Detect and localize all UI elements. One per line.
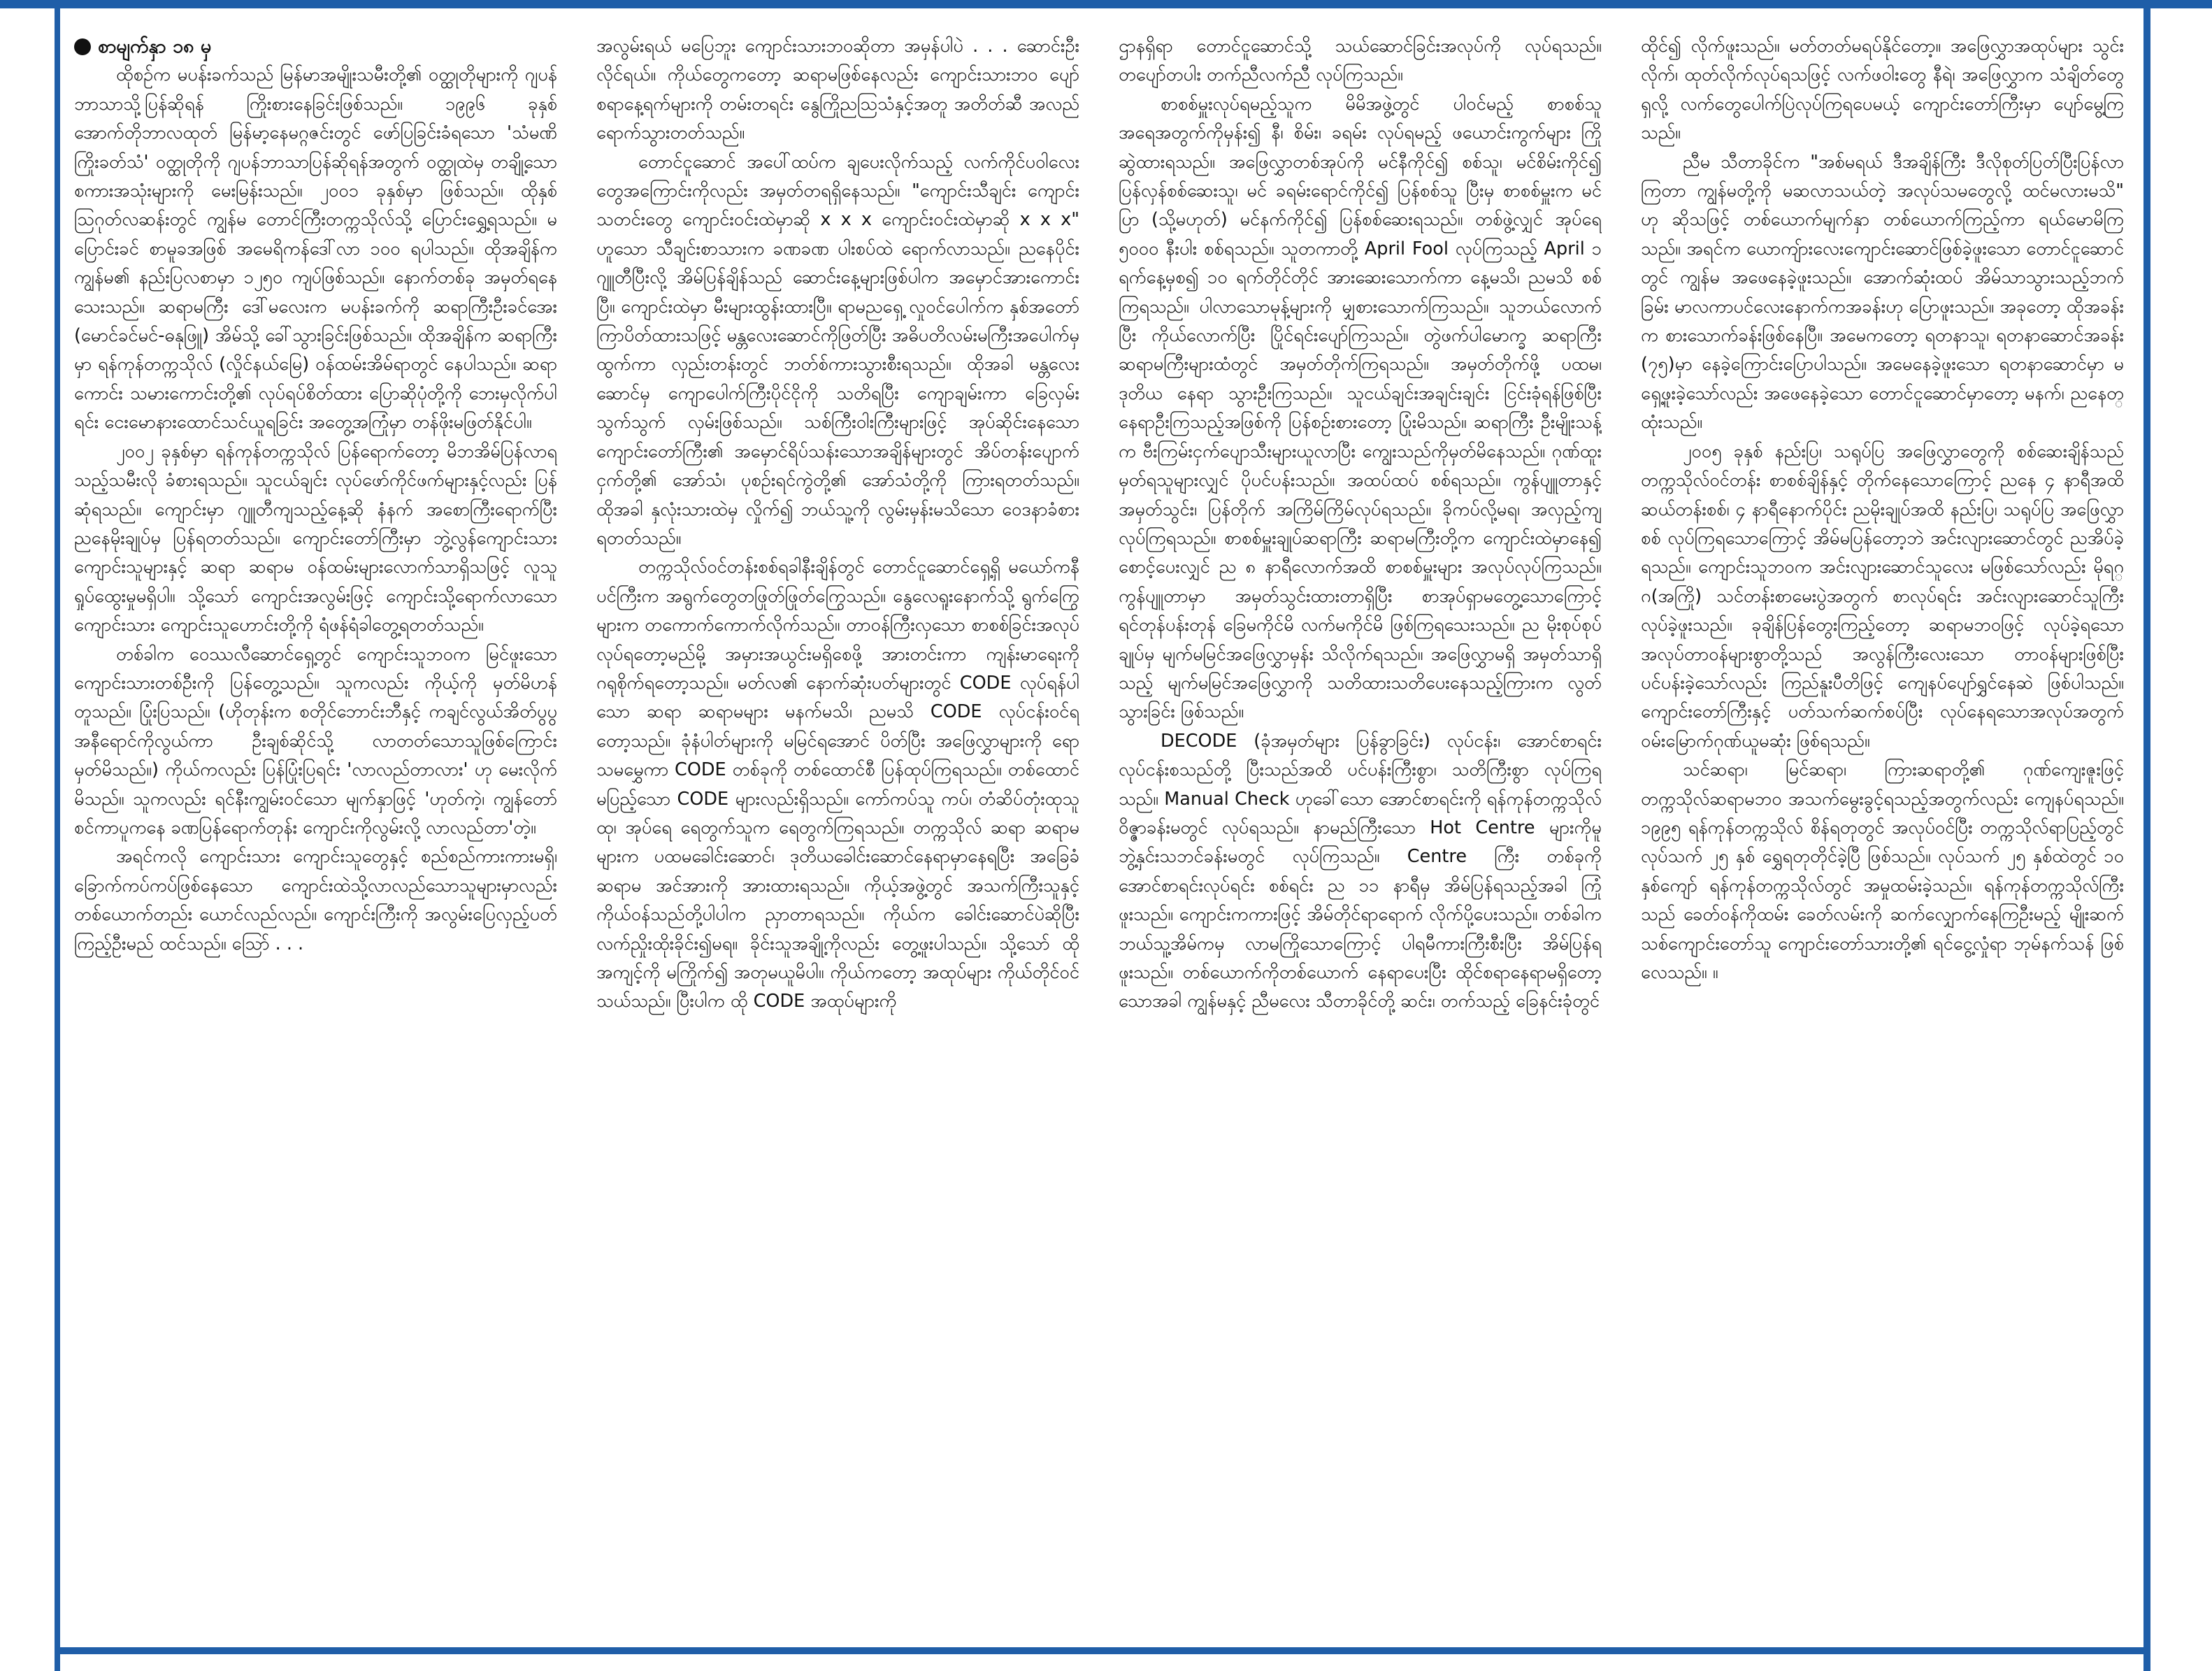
paragraph: ၂၀၀၅ ခုနှစ် နည်းပြ၊ သရုပ်ပြ အဖြေလွှာတွေကို စစ်ဆေးချိန်သည် တက္ကသိုလ်ဝင်တန်း စာစစ်ချိန်နှင့် တိုက်နေသောကြောင့် ညနေ ၄ နာရီအထိ ဆယ်တန်းစစ်၊ ၄ နာရီနောက်ပိုင်း ညမိုးချုပ်အထိ နည်းပြ၊ သရုပ်ပြ အဖြေလွှာစစ် လုပ်ကြရသောကြောင့် အိမ်မပြန်တော့ဘဲ အင်းလျားဆောင်တွင် ညအိပ်ခဲ့ရသည်။ ကျောင်းသူဘဝက အင်းလျားဆောင်သူလေး မဖြစ်သော်လည်း မိုရဂ္ဂ(အကြို) သင်တန်းစာမေးပွဲအတွက် စာလုပ်ရင်း အင်းလျားဆောင်သူကြီး လုပ်ခဲ့ဖူးသည်။ ခုချိန်ပြန်တွေးကြည့်တော့ ဆရာမဘဝဖြင့် လုပ်ခဲ့ရသော အလုပ်တာဝန်များစွာတို့သည် အလွန်ကြီးလေးသော တာဝန်များဖြစ်ပြီး ပင်ပန်းခဲ့သော်လည်း ကြည်နူးပီတိဖြင့် ကျေနပ်ပျော်ရွှင်နေဆဲ ဖြစ်ပါသည်။ ကျောင်းတော်ကြီးနှင့် ပတ်သက်ဆက်စပ်ပြီး လုပ်နေရသောအလုပ်အတွက် ဝမ်းမြောက်ဂုဏ်ယူမဆုံး ဖြစ်ရသည်။ [1641,440,2124,752]
paragraph: ဌာနရှိရာ တောင်ငူဆောင်သို့ သယ်ဆောင်ခြင်းအလုပ်ကို လုပ်ရသည်။ တပျော်တပါး တက်ညီလက်ညီ လုပ်ကြသည်။ [1119,36,1602,86]
frame-bottom-border [55,1647,2150,1654]
frame-left-border [55,0,60,1671]
paragraph: သင်ဆရာ၊ မြင်ဆရာ၊ ကြားဆရာတို့၏ ဂုဏ်ကျေးဇူးဖြင့် တက္ကသိုလ်ဆရာမဘဝ အသက်မွေးခွင့်ရသည့်အတွက်လည်း ကျေနပ်ရသည်။ ၁၉၉၅ ရန်ကုန်တက္ကသိုလ် စိန်ရတုတွင် အလုပ်ဝင်ပြီး တက္ကသိုလ်ရာပြည့်တွင် လုပ်သက် ၂၅ နှစ် ရွှေရတုတိုင်ခဲ့ပြီ ဖြစ်သည်။ လုပ်သက် ၂၅ နှစ်ထဲတွင် ၁၀ နှစ်ကျော် ရန်ကုန်တက္ကသိုလ်တွင် အမှုထမ်းခဲ့သည်။ ရန်ကုန်တက္ကသိုလ်ကြီးသည် ခေတ်ဝန်ကိုထမ်း ခေတ်လမ်းကို ဆက်လျှောက်နေကြဦးမည့် မျိုးဆက်သစ်ကျောင်းတော်သူ ကျောင်းတော်သားတို့၏ ရင်ငွေ့လှုံရာ ဘုမ်နက်သန် ဖြစ်လေသည်။ ။ [1641,759,2124,983]
paragraph: ထိုစဥ်က မပန်းခက်သည် မြန်မာအမျိုးသမီးတို့၏ ဝတ္ထုတိုများကို ဂျပန်ဘာသာသို့ပြန်ဆိုရန် ကြိုးစားနေခြင်းဖြစ်သည်။ ၁၉၉၆ ခုနှစ် အောက်တိုဘာလထုတ် မြန်မာ့နေမဂ္ဂဇင်းတွင် ဖော်ပြခြင်းခံရသော 'သံမဏိကြိုးခတ်သံ' ဝတ္ထုတိုကို ဂျပန်ဘာသာပြန်ဆိုရန်အတွက် ဝတ္ထုထဲမှ တချို့သောစကားအသုံးများကို မေးမြန်းသည်။ ၂၀၀၁ ခုနှစ်မှာ ဖြစ်သည်။ ထိုနှစ် ဩဂုတ်လဆန်းတွင် ကျွန်မ တောင်ကြီးတက္ကသိုလ်သို့ ပြောင်းရွှေ့ရသည်။ မပြောင်းခင် စာမူခအဖြစ် အမေရိကန်ဒေါ်လာ ၁၀၀ ရပါသည်။ ထိုအချိန်က ကျွန်မ၏ နည်းပြလစာမှာ ၁၂၅၀ ကျပ်ဖြစ်သည်။ နောက်တစ်ခု အမှတ်ရနေသေးသည်။ ဆရာမကြီး ဒေါ်မလေးက မပန်းခက်ကို ဆရာကြီးဦးခင်အေး (မောင်ခင်မင်-ဓနုဖြူ) အိမ်သို့ ခေါ်သွားခြင်းဖြစ်သည်။ ထိုအချိန်က ဆရာကြီးမှာ ရန်ကုန်တက္ကသိုလ် (လှိုင်နယ်မြေ) ဝန်ထမ်းအိမ်ရာတွင် နေပါသည်။ ဆရာကောင်း သမားကောင်းတို့၏ လုပ်ရပ်စိတ်ထား ပြောဆိုပုံတို့ကို ဘေးမှလိုက်ပါရင်း ငေးမောနားထောင်သင်ယူရခြင်း အတွေ့အကြုံမှာ တန်ဖိုးမဖြတ်နိုင်ပါ။ [74,64,557,433]
column-1 [74,32,557,1633]
continuation-header [74,32,557,61]
paragraph: စာစစ်မှူးလုပ်ရမည့်သူက မိမိအဖွဲ့တွင် ပါဝင်မည့် စာစစ်သူအရေအတွက်ကိုမှန်း၍ နီ၊ စိမ်း၊ ခရမ်း လုပ်ရမည့် ဖယောင်းကွက်များ ကြိုဆွဲထားရသည်။ အဖြေလွှာတစ်အုပ်ကို မင်နီကိုင်၍ စစ်သူ၊ မင်စိမ်းကိုင်၍ ပြန်လှန်စစ်ဆေးသူ၊ မင် ခရမ်းရောင်ကိုင်၍ ပြန်စစ်သူ ပြီးမှ စာစစ်မှူးက မင်ပြာ (သို့မဟုတ်) မင်နက်ကိုင်၍ ပြန်စစ်ဆေးရသည်။ တစ်ဖွဲ့လျှင် အုပ်ရေ ၅၀၀၀ နီးပါး စစ်ရသည်။ သူတကာတို့ April Fool လုပ်ကြသည့် April ၁ ရက်နေ့မှစ၍ ၁၀ ရက်တိုင်တိုင် အားဆေးသောက်ကာ နေ့မသိ၊ ညမသိ စစ်ကြရသည်။ ပါလာသောမုန့်များကို မျှစားသောက်ကြသည်။ သူဘယ်လောက်ပြီး ကိုယ်လောက်ပြီး ပြိုင်ရင်းပျော်ကြသည်။ တွဲဖက်ပါမောက္ခ ဆရာကြီး ဆရာမကြီးများထံတွင် အမှတ်တိုက်ကြရသည်။ အမှတ်တိုက်ဖို့ ပထမ၊ ဒုတိယ နေရာ သွားဦးကြသည်။ သူငယ်ချင်းအချင်းချင်း ငြင်းခုံရန်ဖြစ်ပြီး နေရာဦးကြသည့်အဖြစ်ကို ပြန်စဉ်းစားတော့ ပြုံးမိသည်။ ဆရာကြီး ဦးမျိုးသန့်က ဗီးကြမ်းငှက်ပျောသီးများယူလာပြီး ကျွေးသည်ကိုမှတ်မိနေသည်။ ဂုဏ်ထူးမှတ်ရသူများလျှင် ပိုပင်ပန်းသည်။ အထပ်ထပ် စစ်ရသည်။ ကွန်ပျူတာနှင့် အမှတ်သွင်း၊ ပြန်တိုက် အကြိမ်ကြိမ်လုပ်ရသည်။ ခိုကပ်လို့မရ၊ အလှည့်ကျလုပ်ကြရသည်။ စာစစ်မှူးချုပ်ဆရာကြီး ဆရာမကြီးတို့က ကျောင်းထဲမှာနေ၍ စောင့်ပေးလျှင် ည ၈ နာရီလောက်အထိ စာစစ်မှူးများ အလုပ်လုပ်ကြသည်။ ကွန်ပျူတာမှာ အမှတ်သွင်းထားတာရှိပြီး စာအုပ်ရှာမတွေ့သောကြောင့် ရင်တုန်ပန်းတုန် ခြေမကိုင်မိ လက်မကိုင်မိ ဖြစ်ကြရသေးသည်။ ည မိုးစုပ်စုပ်ချုပ်မှ မျက်မမြင်အဖြေလွှာမှန်း သိလိုက်ရသည်။ အဖြေလွှာမရှိ အမှတ်သာရှိသည့် မျက်မမြင်အဖြေလွှာကို သတိထားသတိပေးနေသည့်ကြားက လွတ်သွားခြင်း ဖြစ်သည်။ [1119,93,1602,723]
paragraph: အရင်ကလို ကျောင်းသား ကျောင်းသူတွေနှင့် စည်စည်ကားကားမရှိ၊ ခြောက်ကပ်ကပ်ဖြစ်နေသော ကျောင်းထဲသို့လာလည်သောသူများမှာလည်း တစ်ယောက်တည်း ယောင်လည်လည်။ ကျောင်းကြီးကို အလွမ်းပြေလှည့်ပတ်ကြည့်ဦးမည် ထင်သည်။ သြော် . . . [74,846,557,954]
paragraph: ထိုင်၍ လိုက်ဖူးသည်။ မတ်တတ်မရပ်နိုင်တော့။ အဖြေလွှာအထုပ်များ သွင်းလိုက်၊ ထုတ်လိုက်လုပ်ရသဖြင့် လက်ဖဝါးတွေ နီရဲ၊ အဖြေလွှာက သံချိတ်တွေရှလို့ လက်တွေပေါက်ပြဲလုပ်ကြရပေမယ့် ကျောင်းတော်ကြီးမှာ ပျော်မွေ့ကြသည်။ [1641,36,2124,144]
frame-right-border [2143,0,2150,1671]
paragraph: တောင်ငူဆောင် အပေါ်ထပ်က ချပေးလိုက်သည့် လက်ကိုင်ပဝါလေးတွေအကြောင်းကိုလည်း အမှတ်တရရှိနေသည်။ "ကျောင်းသီချင်း ကျောင်းသတင်းတွေ ကျောင်းဝင်းထဲမှာဆို x x x ကျောင်းဝင်းထဲမှာဆို x x x" ဟူသော သီချင်းစာသားက ခဏခဏ ပါးစပ်ထဲ ရောက်လာသည်။ ညနေပိုင်း ဂျူတီပြီးလို့ အိမ်ပြန်ချိန်သည် ဆောင်းနေ့များဖြစ်ပါက အမှောင်အားကောင်းပြီ။ ကျောင်းထဲမှာ မီးများထွန်းထားပြီ။ ရာမညရှေ့ လှုဝင်ပေါက်က နှစ်အတော်ကြာပိတ်ထားသဖြင့် မန္တလေးဆောင်ကိုဖြတ်ပြီး အဓိပတိလမ်းမကြီးအပေါက်မှထွက်ကာ လှည်းတန်းတွင် ဘတ်စ်ကားသွားစီးရသည်။ ထိုအခါ မန္တလေးဆောင်မှ ကျောပေါက်ကြီးပိုင်ငိုကို သတိရပြီး ကျောချမ်းကာ ခြေလှမ်းသွက်သွက် လှမ်းဖြစ်သည်။ သစ်ကြီးဝါးကြီးများဖြင့် အုပ်ဆိုင်းနေသော ကျောင်းတော်ကြီး၏ အမှောင်ရိပ်သန်းသောအချိန်များတွင် အိပ်တန်းပျောက် ငှက်တို့၏ အော်သံ၊ ပုစဥ်းရင်ကွဲတို့၏ အော်သံတို့ကို ကြားရတတ်သည်။ ထိုအခါ နှလုံးသားထဲမှ လှိုက်၍ ဘယ်သူ့ကို လွမ်းမှန်းမသိသော ဝေဒနာခံစားရတတ်သည်။ [596,151,1079,549]
paragraph: ညီမ သီတာခိုင်က "အစ်မရယ် ဒီအချိန်ကြီး ဒီလိုစုတ်ပြတ်ပြီးပြန်လာကြတာ ကျွန်မတို့ကို မဆလာသယ်တဲ့ အလုပ်သမတွေလို့ ထင်မလားမသိ" ဟု ဆိုသဖြင့် တစ်ယောက်မျက်နှာ တစ်ယောက်ကြည့်ကာ ရယ်မောမိကြသည်။ အရင်က ယောကျ်ားလေးကျောင်းဆောင်ဖြစ်ခဲ့ဖူးသော တောင်ငူဆောင်တွင် ကျွန်မ အဖေနေခဲ့ဖူးသည်။ အောက်ဆုံးထပ် အိမ်သာသွားသည့်ဘက်ခြမ်း မာလကာပင်လေးနောက်ကအခန်းဟု ပြောဖူးသည်။ အခုတော့ ထိုအခန်းက စားသောက်ခန်းဖြစ်နေပြီ။ အမေကတော့ ရတနာသူ၊ ရတနာဆောင်အခန်း (၇၅)မှာ နေခဲ့ကြောင်းပြောပါသည်။ အမေနေခဲ့ဖူးသော ရတနာဆောင်မှာ မရှေ့ဖူးခဲ့သော်လည်း အဖေနေခဲ့သော တောင်ငူဆောင်မှာတော့ မနက်၊ ညနေတ္ထုံးသည်။ [1641,151,2124,433]
continuation-label: စာမျက်နှာ ၁၈ မှ [98,36,212,57]
column-2 [596,32,1079,1633]
paragraph: ၂၀၀၂ ခုနှစ်မှာ ရန်ကုန်တက္ကသိုလ် ပြန်ရောက်တော့ မိဘအိမ်ပြန်လာရသည့်သမီးလို ခံစားရသည်။ သူငယ်ချင်း လုပ်ဖော်ကိုင်ဖက်များနှင့်လည်း ပြန်ဆုံရသည်။ ကျောင်းမှာ ဂျူတီကျသည့်နေ့ဆို နံနက် အစောကြီးရောက်ပြီး ညနေမိုးချုပ်မှ ပြန်ရတတ်သည်။ ကျောင်းတော်ကြီးမှာ ဘွဲ့လွန်ကျောင်းသား ကျောင်းသူများနှင့် ဆရာ ဆရာမ ဝန်ထမ်းများလောက်သာရှိသဖြင့် လူသူရှုပ်ထွေးမှုမရှိပါ။ သို့သော် ကျောင်းအလွမ်းဖြင့် ကျောင်းသို့ရောက်လာသော ကျောင်းသား ကျောင်းသူဟောင်းတို့ကို ရံဖန်ရံခါတွေ့ရတတ်သည်။ [74,440,557,636]
article-page [74,32,2124,1633]
column-4 [1641,32,2124,1633]
paragraph: DECODE (ခုံအမှတ်များ ပြန်ခွာခြင်း) လုပ်ငန်း၊ အောင်စာရင်းလုပ်ငန်းစသည်တို့ ပြီးသည်အထိ ပင်ပန်းကြီးစွာ၊ သတိကြီးစွာ လုပ်ကြရသည်။ Manual Check ဟုခေါ်သော အောင်စာရင်းကို ရန်ကုန်တက္ကသိုလ် ဝိဇ္ဇာခန်းမတွင် လုပ်ရသည်။ နာမည်ကြီးသော Hot Centre များကိုမူ ဘွဲ့နှင်းသဘင်ခန်းမတွင် လုပ်ကြသည်။ Centre ကြီး တစ်ခုကို အောင်စာရင်းလုပ်ရင်း စစ်ရင်း ည ၁၁ နာရီမှ အိမ်ပြန်ရသည့်အခါ ကြုံဖူးသည်။ ကျောင်းကကားဖြင့် အိမ်တိုင်ရာရောက် လိုက်ပို့ပေးသည်။ တစ်ခါက ဘယ်သူ့အိမ်ကမှ လာမကြိုသောကြောင့် ပါရမီကားကြီးစီးပြီး အိမ်ပြန်ရဖူးသည်။ တစ်ယောက်ကိုတစ်ယောက် နေရာပေးပြီး ထိုင်စရာနေရာမရှိတော့သောအခါ ကျွန်မနှင့် ညီမလေး သီတာခိုင်တို့ ဆင်း၊ တက်သည့် ခြေနင်းခုံတွင် [1119,730,1602,1012]
frame-top-border [0,0,2212,8]
bullet-icon [74,38,91,55]
column-3 [1119,32,1602,1633]
paragraph: အလွမ်းရယ် မပြေဘူး ကျောင်းသားဘဝဆိုတာ အမှန်ပါပဲ . . . ဆောင်းဦးလိုင်ရယ်။ ကိုယ်တွေကတော့ ဆရာမဖြစ်နေလည်း ကျောင်းသားဘဝ ပျော်စရာနေ့ရက်များကို တမ်းတရင်း နွေကြိုညသြသံနှင့်အတူ အတိတ်ဆီ အလည်ရောက်သွားတတ်သည်။ [596,36,1079,144]
paragraph: တက္ကသိုလ်ဝင်တန်းစစ်ရခါနီးချိန်တွင် တောင်ငူဆောင်ရှေ့ရှိ မယော်ကနီပင်ကြီးက အရွက်တွေတဖြုတ်ဖြုတ်ကြွေသည်။ နွေလေရူးနောက်သို့ ရွက်ကြွေများက တကောက်ကောက်လိုက်သည်။ တာဝန်ကြီးလှသော စာစစ်ခြင်းအလုပ် လုပ်ရတော့မည်မို့ အမှားအယွင်းမရှိစေဖို့ အားတင်းကာ ကျန်းမာရေးကို ဂရုစိုက်ရတော့သည်။ မတ်လ၏ နောက်ဆုံးပတ်များတွင် CODE လုပ်ရန်ပါသော ဆရာ ဆရာမများ မနက်မသိ၊ ညမသိ CODE လုပ်ငန်းဝင်ရတော့သည်။ ခုံနံပါတ်များကို မမြင်ရအောင် ပိတ်ပြီး အဖြေလွှာများကို ရောသမမွှေကာ CODE တစ်ခုကို တစ်ထောင်စီ ပြန်ထုပ်ကြရသည်။ တစ်ထောင်မပြည့်သော CODE များလည်းရှိသည်။ ကော်ကပ်သူ ကပ်၊ တံဆိပ်တုံးထုသူထု၊ အုပ်ရေ ရေတွက်သူက ရေတွက်ကြရသည်။ တက္ကသိုလ် ဆရာ ဆရာမများက ပထမခေါင်းဆောင်၊ ဒုတိယခေါင်းဆောင်နေရာမှာနေရပြီး အခြေခံ ဆရာမ အင်အားကို အားထားရသည်။ ကိုယ့်အဖွဲ့တွင် အသက်ကြီးသူနှင့် ကိုယ်ဝန်သည်တို့ပါပါက ညှာတာရသည်။ ကိုယ်က ခေါင်းဆောင်ပဲဆိုပြီး လက်ညှိုးထိုးခိုင်း၍မရ။ ခိုင်းသူအချို့ကိုလည်း တွေ့ဖူးပါသည်။ သို့သော် ထိုအကျင့်ကို မကြိုက်၍ အတုမယူမိပါ။ ကိုယ်ကတော့ အထုပ်များ ကိုယ်တိုင်ဝင်သယ်သည်။ ပြီးပါက ထို CODE အထုပ်များကို [596,557,1079,1012]
paragraph: တစ်ခါက ဝေဿလီဆောင်ရှေ့တွင် ကျောင်းသူဘဝက မြင်ဖူးသော ကျောင်းသားတစ်ဦးကို ပြန်တွေ့သည်။ သူကလည်း ကိုယ့်ကို မှတ်မိဟန်တူသည်။ ပြုံးပြသည်။ (ဟိုတုန်းက စတိုင်ဘောင်းဘီနှင့် ကချင်လွယ်အိတ်ပွပွ အနီရောင်ကိုလွယ်ကာ ဦးချစ်ဆိုင်သို့ လာတတ်သောသူဖြစ်ကြောင်း မှတ်မိသည်။) ကိုယ်ကလည်း ပြန်ပြုံးပြရင်း 'လာလည်တာလား' ဟု မေးလိုက်မိသည်။ သူကလည်း ရင်နီးကျွမ်းဝင်သော မျက်နှာဖြင့် 'ဟုတ်ကဲ့၊ ကျွန်တော် စင်ကာပူကနေ ခဏပြန်ရောက်တုန်း ကျောင်းကိုလွမ်းလို့ လာလည်တာ'တဲ့။ [74,643,557,838]
